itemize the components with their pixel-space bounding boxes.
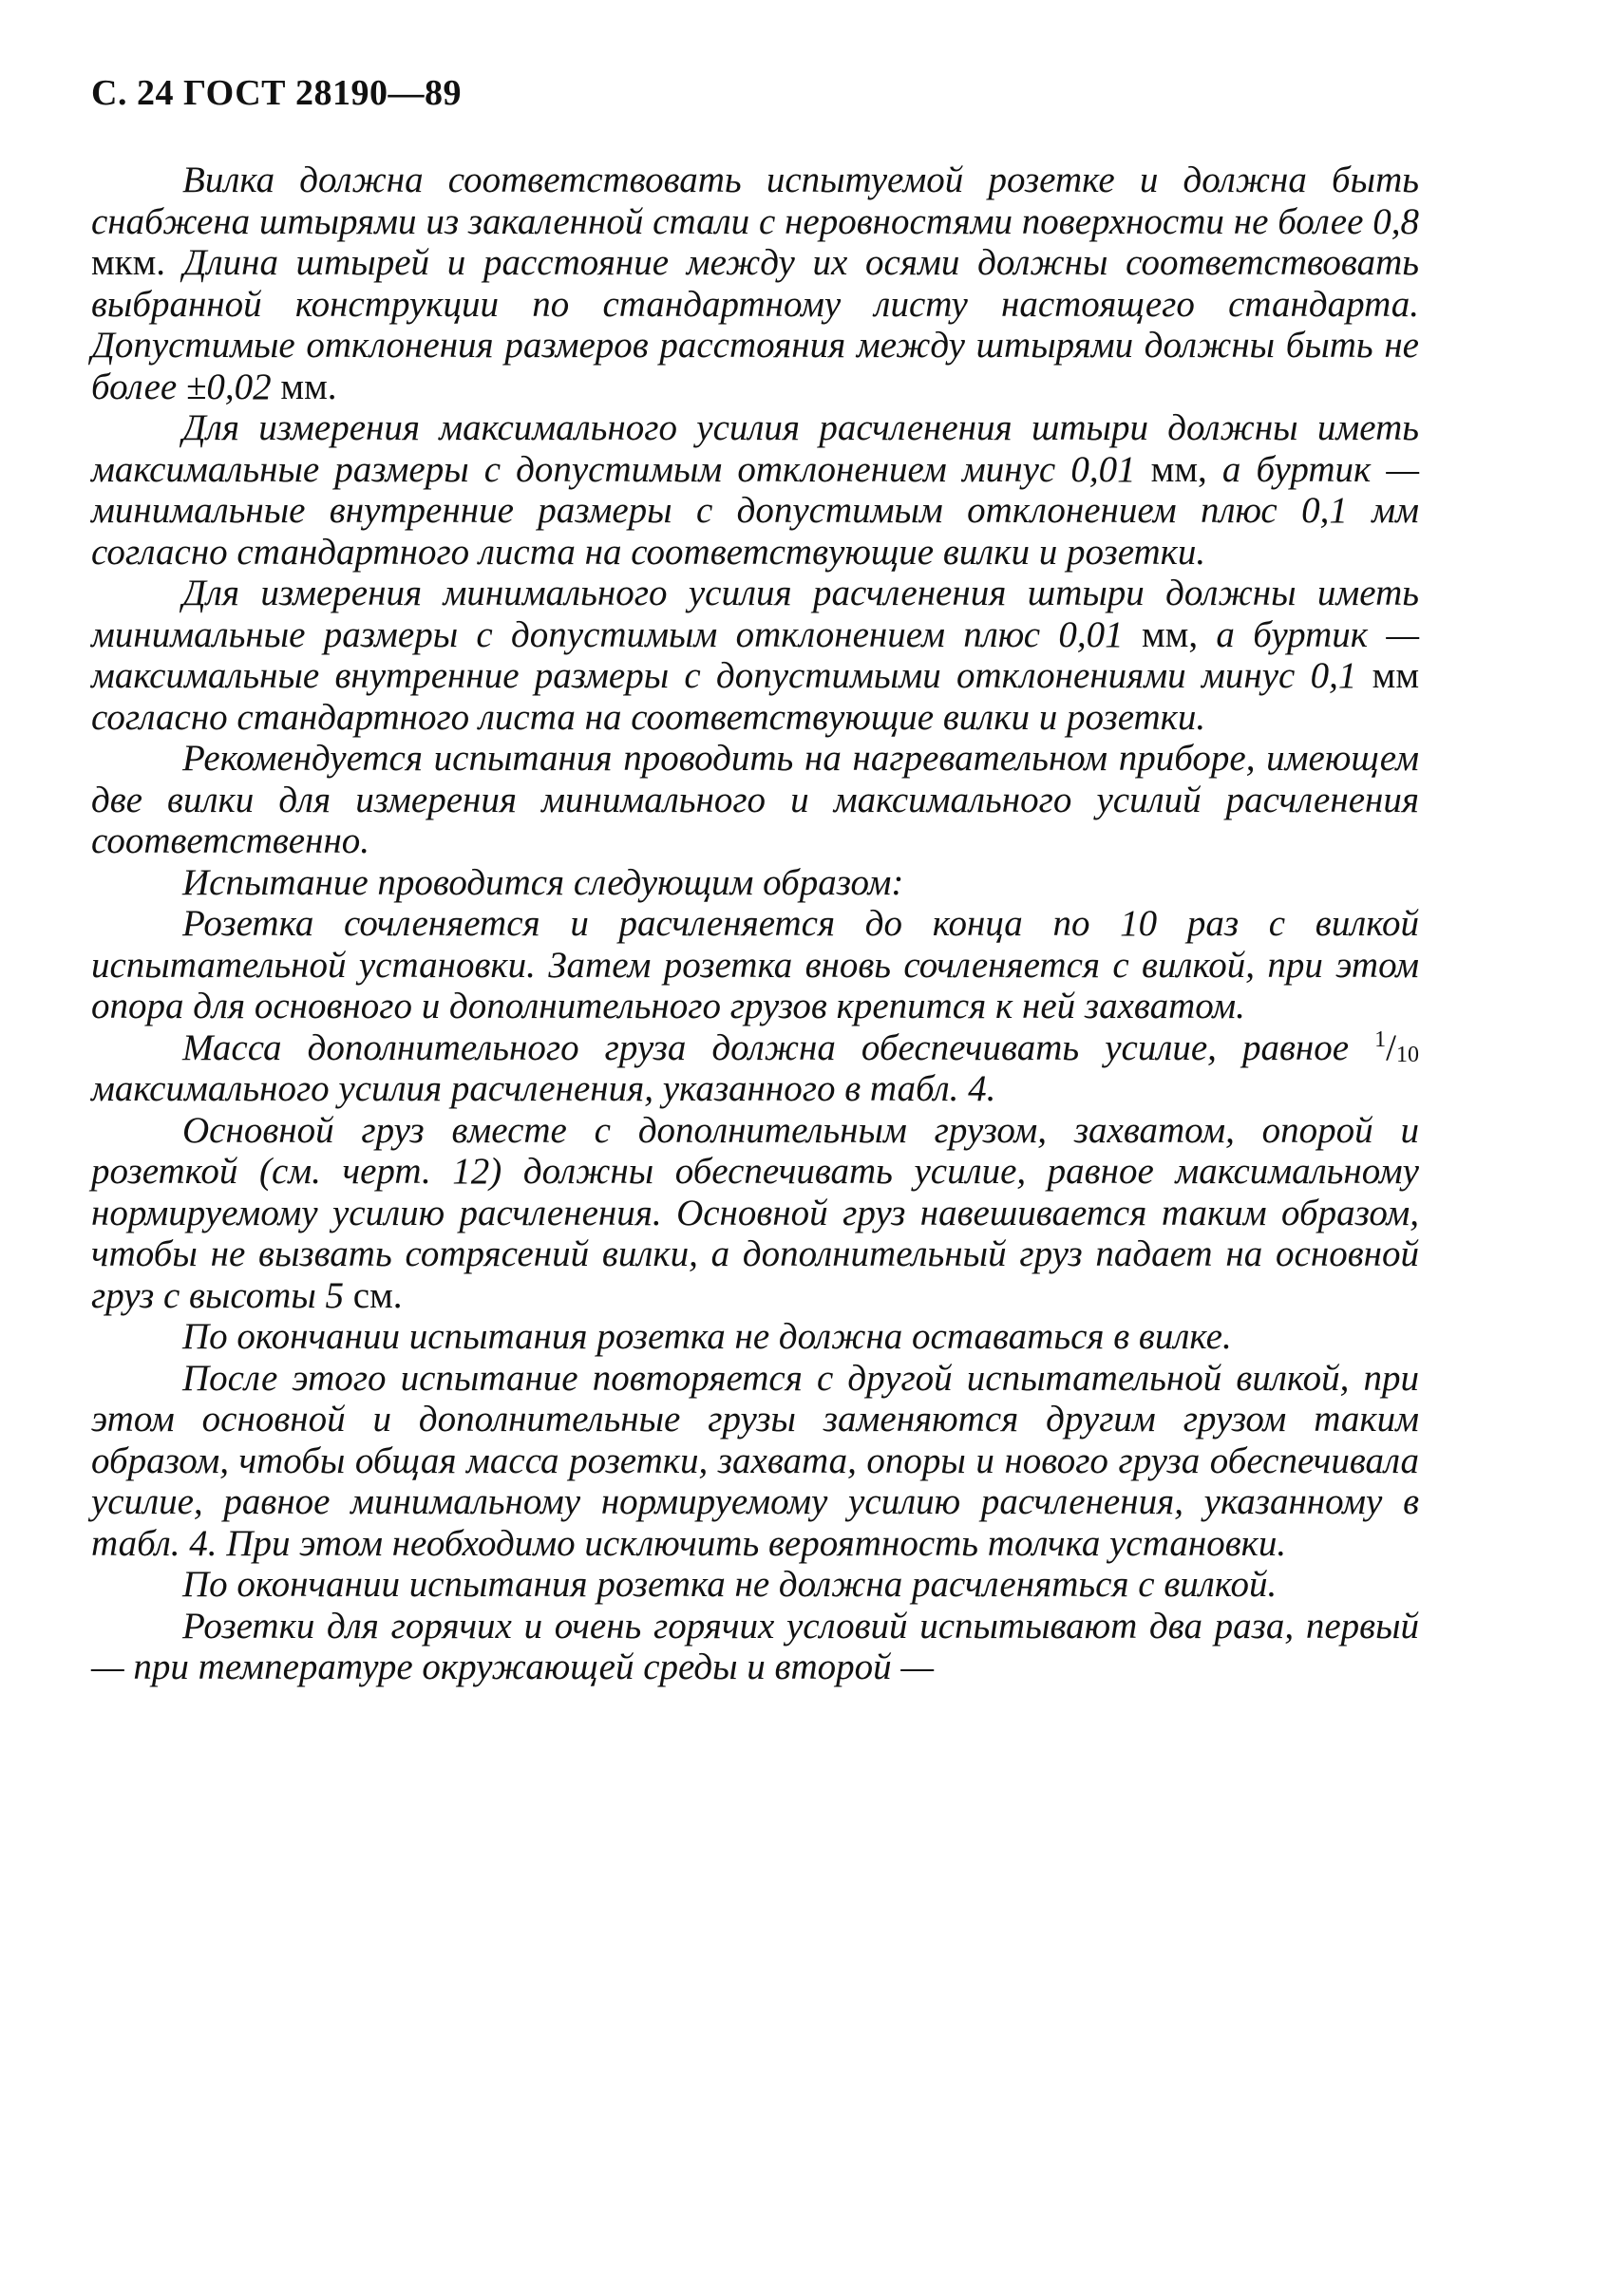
text-run: Рекомендуется испытания проводить на нагревательном приборе, имеющем две вилки для измерения минимального и максимального усилий расчленения соответственно. <box>91 738 1419 861</box>
paragraph <box>91 1358 1419 1565</box>
paragraph <box>91 1606 1419 1688</box>
text-run: а буртик — минимальные внутренние размеры с допустимым отклонением плюс 0,1 мм согласно стандартного листа на соответствующие вилки и розетки. <box>91 448 1419 573</box>
text-run: Длина штырей и расстояние между их осями должны соответствовать выбранной конструкции по стандартному листу настоящего стандарта. Допустимые отклонения размеров расстояния между штырями должны быть не более ±0,02 <box>91 242 1419 407</box>
text-run: Для измерения минимального усилия расчленения штыри должны иметь минимальные размеры с допустимым отклонением плюс 0,01 <box>91 573 1419 655</box>
paragraph <box>91 738 1419 862</box>
text-run: см. <box>352 1274 403 1316</box>
paragraph <box>91 1316 1419 1358</box>
text-run: мкм. <box>91 242 166 283</box>
text-run: Испытание проводится следующим образом: <box>182 861 904 903</box>
text-run: Розетки для горячих и очень горячих условий испытывают два раза, первый — при температуре окружающей среды и второй — <box>91 1605 1419 1687</box>
paragraph <box>91 1027 1419 1110</box>
text-run: Основной груз вместе с дополнительным грузом, захватом, опорой и розеткой (см. черт. 12) должны обеспечивать усилие, равное максимальному нормируемому усилию расчленения. Основной груз навешивается таким образом, чтобы не вызвать сотрясений вилки, а дополнительный груз падает на основной груз с высоты 5 <box>91 1109 1419 1316</box>
paragraph <box>91 903 1419 1027</box>
page-header: С. 24 ГОСТ 28190—89 <box>91 73 462 113</box>
text-run: По окончании испытания розетка не должна расчленяться с вилкой. <box>182 1564 1278 1605</box>
paragraph <box>91 573 1419 738</box>
text-run: мм <box>1372 655 1419 696</box>
text-run: По окончании испытания розетка не должна оставаться в вилке. <box>182 1316 1232 1357</box>
paragraph <box>91 1564 1419 1606</box>
text-run: 1 <box>1374 1026 1387 1052</box>
text-run: а буртик — максимальные внутренние размеры с допустимыми отклонениями минус 0,1 <box>91 613 1420 696</box>
text-run: Розетка сочленяется и расчленяется до конца по 10 раз с вилкой испытательной установки. Затем розетка вновь сочленяется с вилкой, при этом опора для основного и дополнительного грузов крепится к ней захватом. <box>91 903 1419 1026</box>
body-text <box>91 160 1419 1688</box>
paragraph <box>91 1110 1419 1317</box>
text-run: согласно стандартного листа на соответствующие вилки и розетки. <box>91 696 1206 738</box>
text-run: / <box>1386 1026 1396 1068</box>
text-run: Вилка должна соответствовать испытуемой розетке и должна быть снабжена штырями из закаленной стали с неровностями поверхности не более 0,8 <box>91 160 1419 242</box>
paragraph <box>91 160 1419 407</box>
paragraph <box>91 407 1419 573</box>
text-run: 10 <box>1396 1042 1419 1067</box>
text-run: мм, <box>1150 448 1207 490</box>
text-run: Для измерения максимального усилия расчленения штыри должны иметь максимальные размеры с допустимым отклонением минус 0,01 <box>91 407 1419 490</box>
text-run: мм, <box>1141 613 1199 655</box>
text-run: После этого испытание повторяется с другой испытательной вилкой, при этом основной и дополнительные грузы заменяются другим грузом таким образом, чтобы общая масса розетки, захвата, опоры и нового груза обеспечивала усилие, равное минимальному нормируемому усилию расчленения, указанному в табл. 4. При этом необходимо исключить вероятность толчка установки. <box>91 1357 1419 1564</box>
paragraph <box>91 862 1419 904</box>
text-run: мм. <box>280 366 337 407</box>
text-run: Масса дополнительного груза должна обеспечивать усилие, равное <box>182 1026 1375 1068</box>
text-run: максимального усилия расчленения, указанного в табл. 4. <box>91 1068 996 1109</box>
